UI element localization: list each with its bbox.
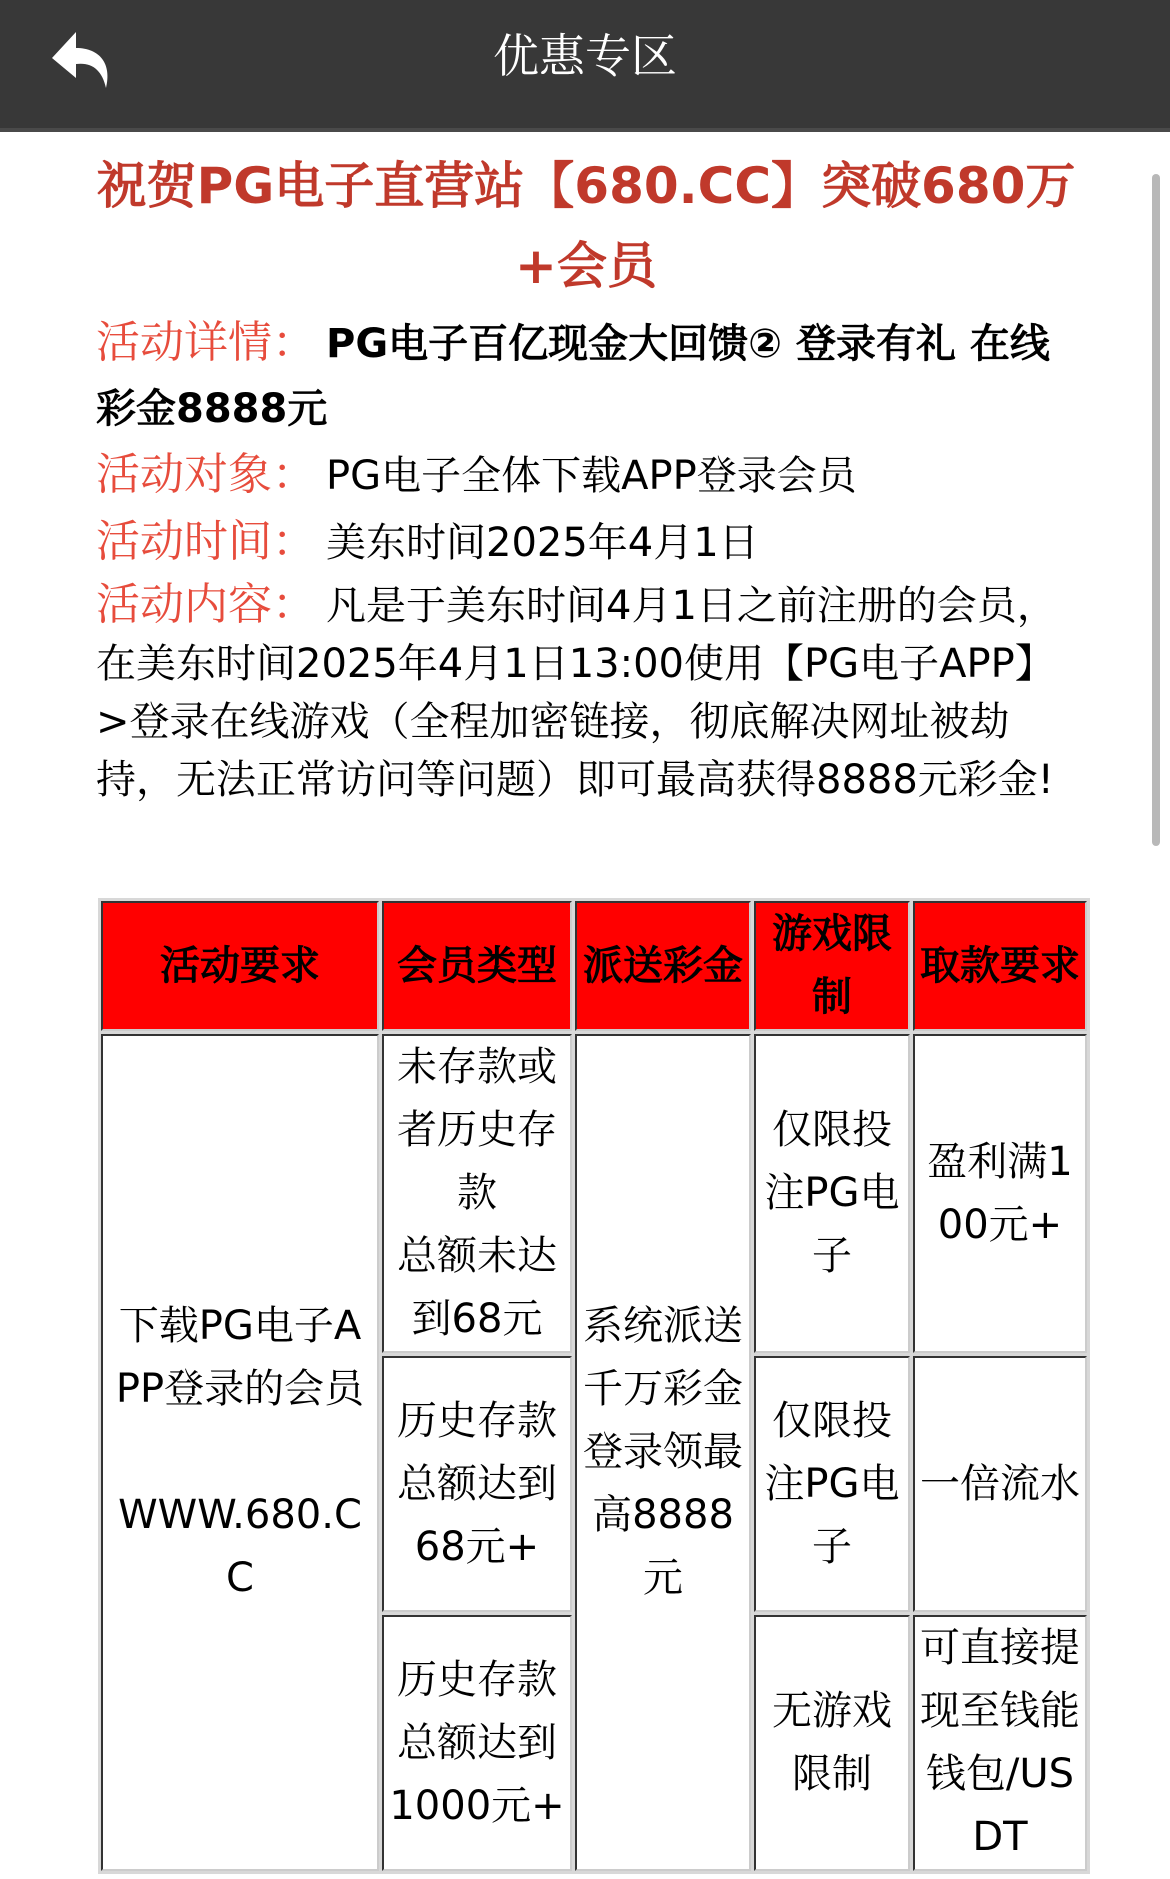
bonus-cell: 系统派送千万彩金登录领最高8888元 bbox=[575, 1034, 751, 1871]
member-type-cell: 未存款或者历史存款 总额未达到68元 bbox=[382, 1034, 572, 1353]
column-header: 会员类型 bbox=[382, 901, 572, 1031]
column-header: 取款要求 bbox=[913, 901, 1087, 1031]
scrollbar[interactable] bbox=[1152, 174, 1160, 846]
table-header-row bbox=[101, 901, 1087, 1031]
promo-content bbox=[96, 146, 1076, 809]
table-row bbox=[101, 1034, 1087, 1353]
withdraw-cell: 盈利满100元+ bbox=[913, 1034, 1087, 1353]
withdraw-cell: 可直接提现至钱能钱包/USDT bbox=[913, 1615, 1087, 1871]
page-title: 优惠专区 bbox=[493, 29, 677, 83]
top-bar bbox=[0, 0, 1170, 132]
detail-line: 活动详情： PG电子百亿现金大回馈② 登录有礼 在线彩金8888元 bbox=[96, 317, 1050, 432]
member-type-cell: 历史存款总额达到68元+ bbox=[382, 1356, 572, 1612]
column-header: 游戏限制 bbox=[754, 901, 910, 1031]
game-limit-cell: 无游戏限制 bbox=[754, 1615, 910, 1871]
column-header: 活动要求 bbox=[101, 901, 379, 1031]
game-limit-cell: 仅限投注PG电子 bbox=[754, 1034, 910, 1353]
member-type-cell: 历史存款总额达到1000元+ bbox=[382, 1615, 572, 1871]
requirement-cell: 下载PG电子APP登录的会员 WWW.680.CC bbox=[101, 1034, 379, 1871]
content-line: 活动内容： 凡是于美东时间4月1日之前注册的会员，在美东时间2025年4月1日13:00使用【PG电子APP】>登录在线游戏（全程加密链接，彻底解决网址被劫持，无法正常访问等问题）即可最高获得8888元彩金! bbox=[96, 579, 1057, 803]
time-line: 活动时间： 美东时间2025年4月1日 bbox=[96, 516, 759, 567]
target-line: 活动对象： PG电子全体下载APP登录会员 bbox=[96, 449, 857, 500]
withdraw-cell: 一倍流水 bbox=[913, 1356, 1087, 1612]
promo-title: 祝贺PG电子直营站【680.CC】突破680万+会员 bbox=[96, 157, 1076, 295]
column-header: 派送彩金 bbox=[575, 901, 751, 1031]
promo-table bbox=[98, 898, 1090, 1874]
game-limit-cell: 仅限投注PG电子 bbox=[754, 1356, 910, 1612]
